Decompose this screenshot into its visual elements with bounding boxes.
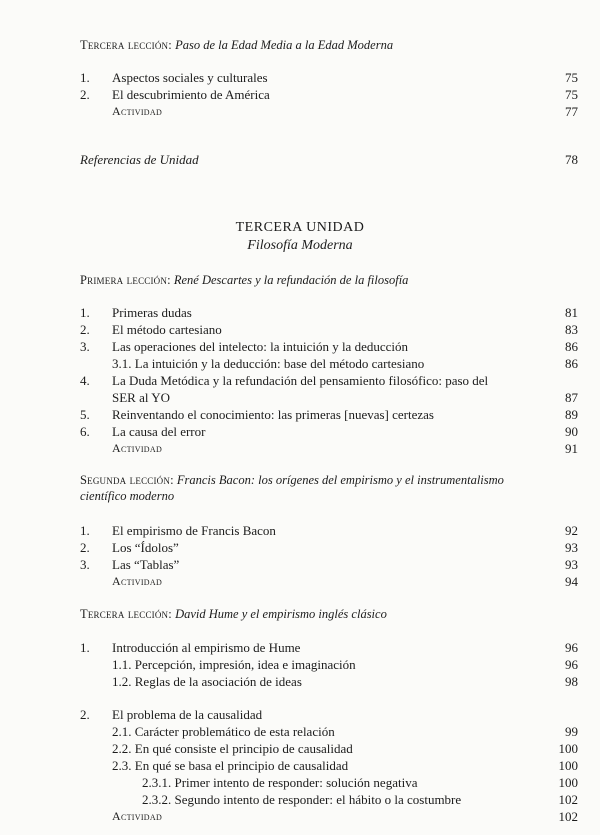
page-number: 75: [565, 87, 578, 102]
page-number: 78: [565, 152, 578, 167]
entry-text: SER al YO: [112, 390, 171, 405]
page-number: 90: [565, 424, 578, 439]
entry-number: 2.: [80, 87, 90, 102]
page-number: 89: [565, 407, 578, 422]
entry-text: La causa del error: [112, 424, 206, 439]
entry-text: Aspectos sociales y culturales: [112, 70, 268, 85]
entry-text: Las “Tablas”: [112, 557, 180, 572]
page-number: 92: [565, 523, 578, 538]
entry-text: El método cartesiano: [112, 322, 222, 337]
entry-text: Actividad: [112, 441, 163, 455]
entry-text: 1.1. Percepción, impresión, idea e imaginación: [112, 657, 356, 672]
entry-number: 4.: [80, 373, 90, 388]
page-number: 100: [558, 758, 578, 773]
entry-number: 2.: [80, 540, 90, 555]
entry-text: 1.2. Reglas de la asociación de ideas: [112, 674, 302, 689]
unit-subtitle: Filosofía Moderna: [247, 238, 353, 253]
unit-title: TERCERA UNIDAD: [235, 220, 365, 235]
entry-number: 1.: [80, 640, 90, 655]
entry-text: 2.3.2. Segundo intento de responder: el hábito o la costumbre: [142, 792, 462, 807]
lesson-title: David Hume y el empirismo inglés clásico: [175, 607, 387, 621]
entry-text: El descubrimiento de América: [112, 87, 270, 102]
page-number: 93: [565, 540, 578, 555]
lesson-title: René Descartes y la refundación de la filosofía: [173, 273, 409, 287]
entry-text: 2.3.1. Primer intento de responder: solución negativa: [142, 775, 418, 790]
entry-text: Referencias de Unidad: [80, 152, 199, 167]
page-number: 81: [565, 305, 578, 320]
entry-text: El empirismo de Francis Bacon: [112, 523, 276, 538]
lesson-heading: [80, 37, 570, 53]
entry-number: 3.: [80, 339, 90, 354]
page-number: 100: [558, 775, 578, 790]
lesson-title: Francis Bacon: los orígenes del empirismo y el instrumentalismo: [176, 473, 504, 487]
page-number: 94: [565, 574, 578, 589]
page-number: 87: [565, 390, 578, 405]
entry-text: 2.2. En qué consiste el principio de causalidad: [112, 741, 353, 756]
lesson-heading: [80, 472, 570, 504]
lesson-title: Paso de la Edad Media a la Edad Moderna: [175, 38, 394, 52]
page-number: 75: [565, 70, 578, 85]
lesson-heading: [80, 606, 570, 622]
page-number: 102: [558, 792, 578, 807]
lesson-prefix: Tercera lección:: [80, 607, 172, 621]
entry-text: 3.1. La intuición y la deducción: base del método cartesiano: [112, 356, 425, 371]
entry-number: 2.: [80, 707, 90, 722]
entry-text: 2.1. Carácter problemático de esta relación: [112, 724, 335, 739]
page-number: 96: [565, 640, 578, 655]
entry-text: Actividad: [112, 809, 163, 823]
page-number: 102: [558, 809, 578, 824]
entry-number: 6.: [80, 424, 90, 439]
entry-text: Introducción al empirismo de Hume: [112, 640, 301, 655]
page-number: 83: [565, 322, 578, 337]
page-number: 96: [565, 657, 578, 672]
entry-number: 1.: [80, 305, 90, 320]
entry-number: 2.: [80, 322, 90, 337]
entry-text: Actividad: [112, 574, 163, 588]
page-number: 86: [565, 356, 578, 371]
page-number: 86: [565, 339, 578, 354]
lesson-prefix: Tercera lección:: [80, 38, 172, 52]
entry-text: Las operaciones del intelecto: la intuición y la deducción: [112, 339, 409, 354]
page-number: 91: [565, 441, 578, 456]
entry-text: Los “Ídolos”: [112, 540, 179, 555]
entry-text: Actividad: [112, 104, 163, 118]
lesson-prefix: Segunda lección:: [80, 473, 174, 487]
lesson-heading: [80, 272, 570, 288]
entry-text: El problema de la causalidad: [112, 707, 263, 722]
entry-text: Reinventando el conocimiento: las primeras [nuevas] certezas: [112, 407, 434, 422]
entry-text: La Duda Metódica y la refundación del pensamiento filosófico: paso del: [112, 373, 489, 388]
page-number: 100: [558, 741, 578, 756]
lesson-title-continued: científico moderno: [80, 489, 175, 503]
unit-references: [80, 152, 578, 168]
lesson-prefix: Primera lección:: [80, 273, 171, 287]
page-number: 99: [565, 724, 578, 739]
page-number: 93: [565, 557, 578, 572]
entry-number: 1.: [80, 70, 90, 85]
page-number: 77: [565, 104, 578, 119]
page-number: 98: [565, 674, 578, 689]
entry-number: 5.: [80, 407, 90, 422]
entry-text: 2.3. En qué se basa el principio de causalidad: [112, 758, 349, 773]
entry-number: 1.: [80, 523, 90, 538]
entry-text: Primeras dudas: [112, 305, 192, 320]
entry-number: 3.: [80, 557, 90, 572]
